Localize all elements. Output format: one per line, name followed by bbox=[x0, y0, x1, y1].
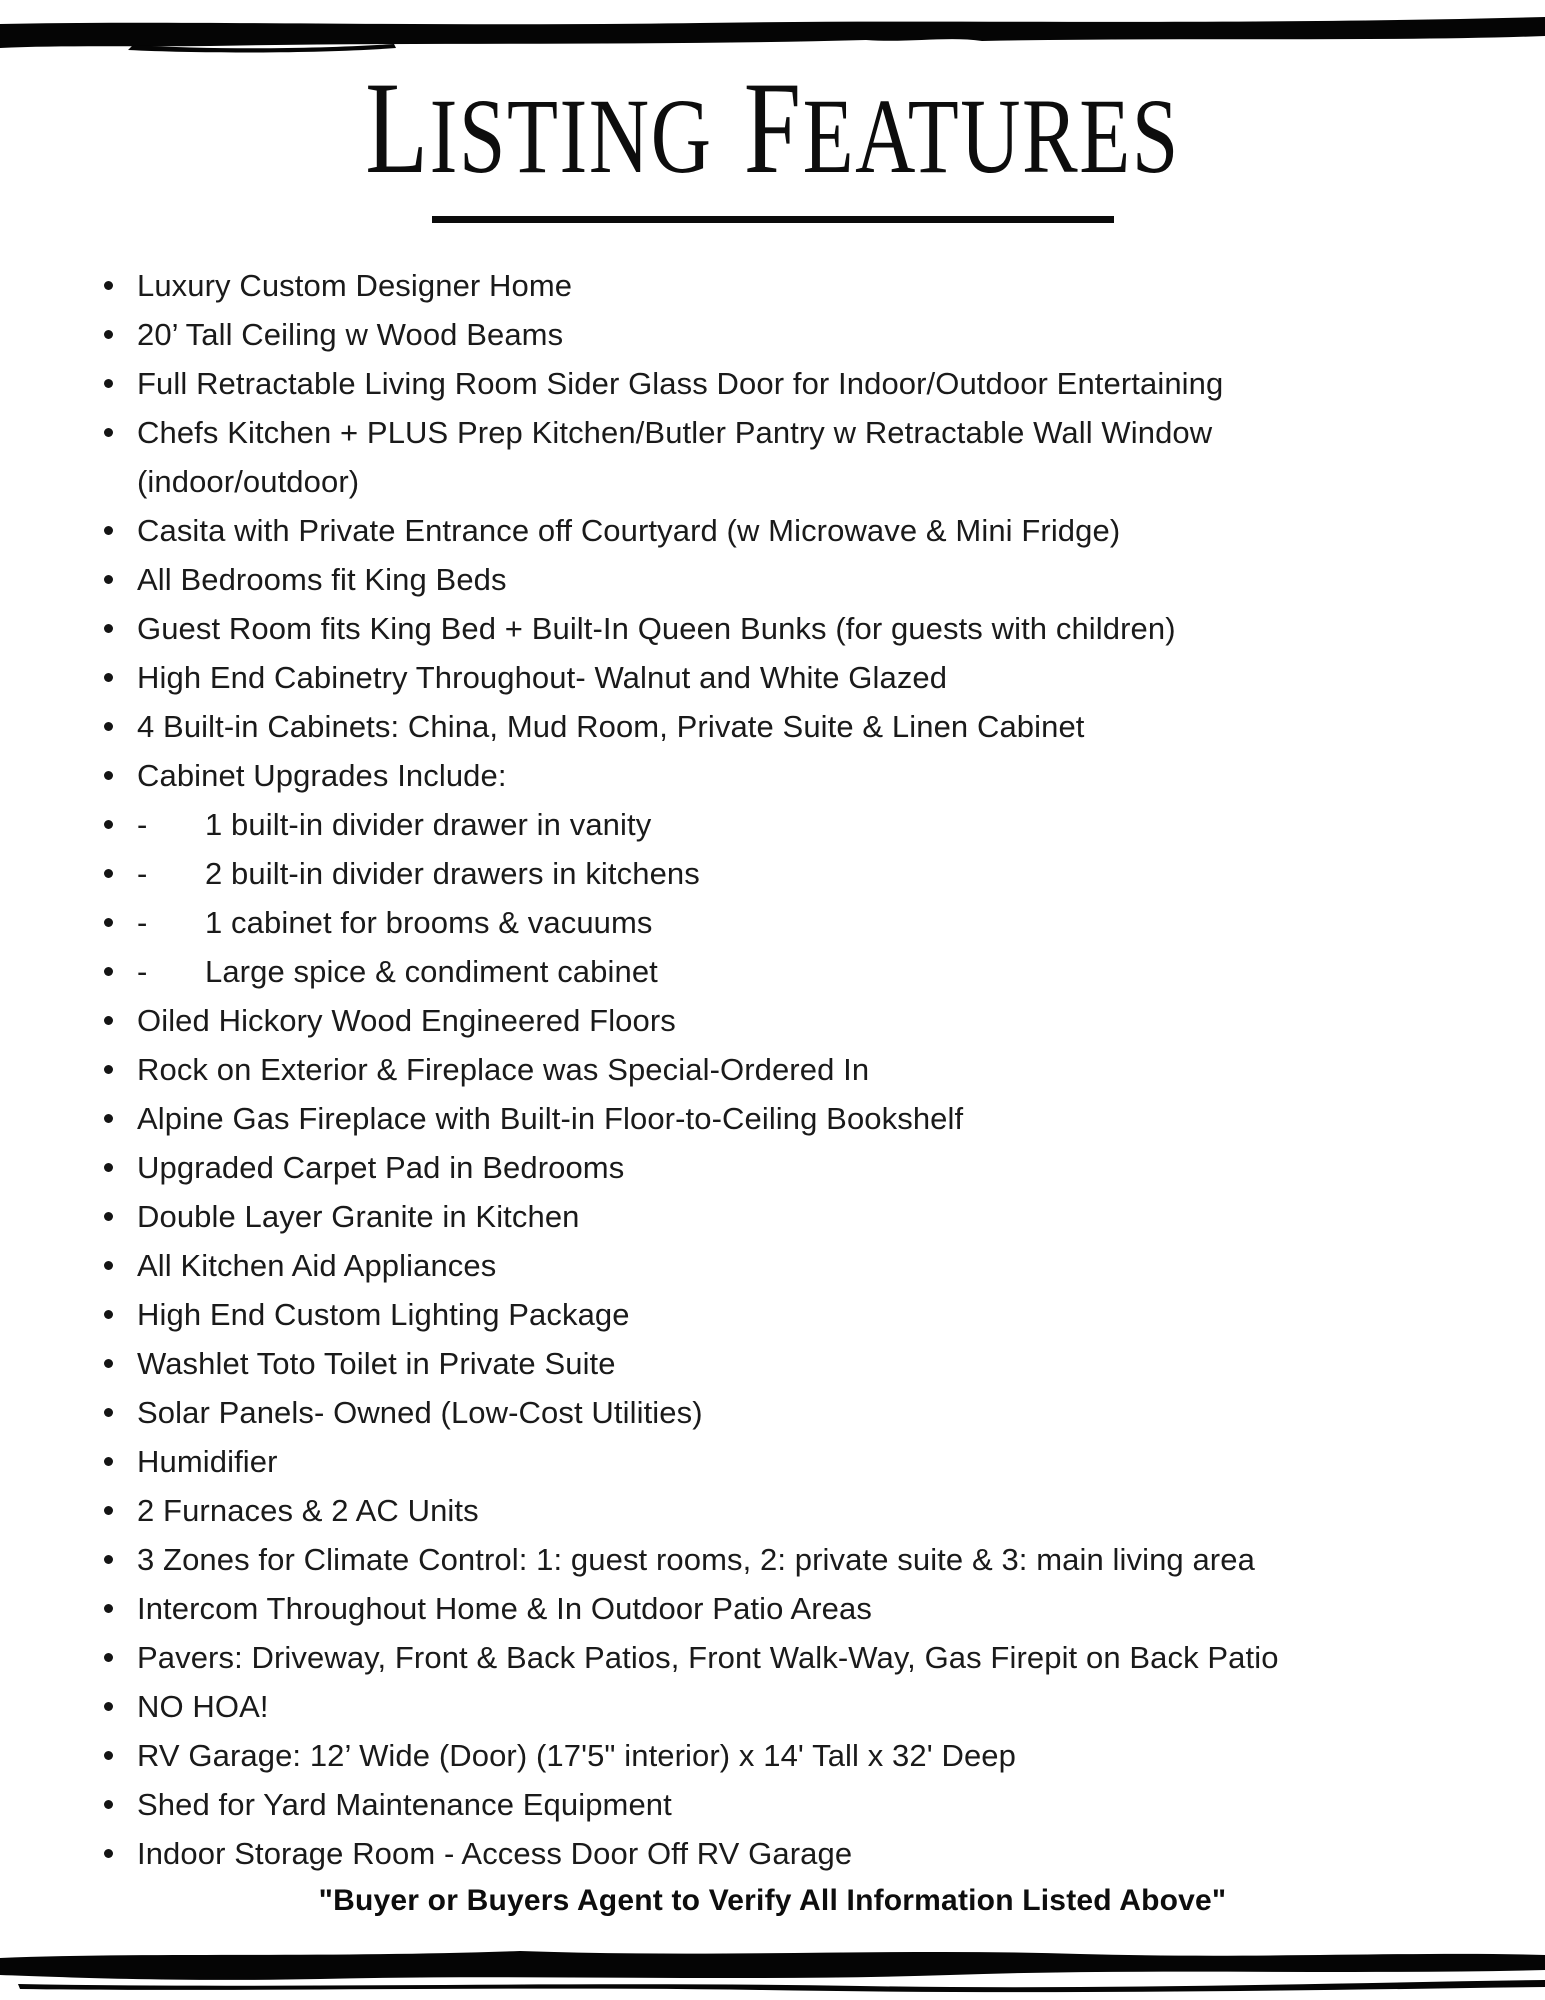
top-border-brush-stroke bbox=[0, 0, 1545, 60]
feature-text: Indoor Storage Room - Access Door Off RV Garage bbox=[137, 1836, 853, 1871]
feature-item bbox=[137, 1780, 1395, 1829]
features-list bbox=[0, 261, 1545, 1878]
feature-text: All Bedrooms fit King Beds bbox=[137, 562, 507, 597]
feature-item bbox=[137, 1437, 1395, 1486]
feature-item bbox=[137, 1584, 1395, 1633]
feature-text: High End Custom Lighting Package bbox=[137, 1297, 630, 1332]
feature-item bbox=[137, 359, 1395, 408]
feature-item bbox=[137, 996, 1395, 1045]
bottom-border-brush-stroke bbox=[0, 1942, 1545, 2000]
feature-text: Oiled Hickory Wood Engineered Floors bbox=[137, 1003, 676, 1038]
feature-item bbox=[137, 751, 1395, 800]
feature-item bbox=[137, 1829, 1395, 1878]
feature-subitem bbox=[137, 947, 1395, 996]
feature-subitem bbox=[137, 898, 1395, 947]
feature-item bbox=[137, 1290, 1395, 1339]
feature-item bbox=[137, 1241, 1395, 1290]
feature-text: 1 cabinet for brooms & vacuums bbox=[205, 905, 653, 940]
feature-item bbox=[137, 1143, 1395, 1192]
dash-prefix: - bbox=[137, 807, 148, 842]
title-word: FEATURES bbox=[743, 54, 1180, 201]
feature-text: Double Layer Granite in Kitchen bbox=[137, 1199, 580, 1234]
feature-text: Pavers: Driveway, Front & Back Patios, Front Walk-Way, Gas Firepit on Back Patio bbox=[137, 1640, 1279, 1675]
feature-text: Alpine Gas Fireplace with Built-in Floor-to-Ceiling Bookshelf bbox=[137, 1101, 964, 1136]
feature-text: NO HOA! bbox=[137, 1689, 269, 1724]
feature-item bbox=[137, 1486, 1395, 1535]
feature-text: 3 Zones for Climate Control: 1: guest rooms, 2: private suite & 3: main living area bbox=[137, 1542, 1255, 1577]
dash-prefix: - bbox=[137, 856, 148, 891]
feature-text: 2 built-in divider drawers in kitchens bbox=[205, 856, 700, 891]
title-underline bbox=[432, 216, 1114, 223]
feature-item bbox=[137, 1731, 1395, 1780]
title-word: LISTING bbox=[365, 54, 713, 201]
feature-text: Rock on Exterior & Fireplace was Special-Ordered In bbox=[137, 1052, 870, 1087]
page-title bbox=[170, 54, 1375, 201]
feature-item bbox=[137, 1682, 1395, 1731]
feature-text: Cabinet Upgrades Include: bbox=[137, 758, 507, 793]
feature-item bbox=[137, 1535, 1395, 1584]
feature-item bbox=[137, 604, 1395, 653]
feature-item bbox=[137, 1388, 1395, 1437]
feature-item bbox=[137, 506, 1395, 555]
feature-subitem bbox=[137, 849, 1395, 898]
feature-item bbox=[137, 653, 1395, 702]
feature-text: Luxury Custom Designer Home bbox=[137, 268, 573, 303]
feature-text: Large spice & condiment cabinet bbox=[205, 954, 658, 989]
feature-text: 1 built-in divider drawer in vanity bbox=[205, 807, 652, 842]
feature-item bbox=[137, 555, 1395, 604]
feature-item bbox=[137, 261, 1395, 310]
dash-prefix: - bbox=[137, 905, 148, 940]
feature-text: Intercom Throughout Home & In Outdoor Patio Areas bbox=[137, 1591, 872, 1626]
feature-item bbox=[137, 1045, 1395, 1094]
dash-prefix: - bbox=[137, 954, 148, 989]
feature-text: Solar Panels- Owned (Low-Cost Utilities) bbox=[137, 1395, 703, 1430]
feature-text: Humidifier bbox=[137, 1444, 278, 1479]
feature-subitem bbox=[137, 800, 1395, 849]
feature-text: 4 Built-in Cabinets: China, Mud Room, Private Suite & Linen Cabinet bbox=[137, 709, 1085, 744]
feature-text: All Kitchen Aid Appliances bbox=[137, 1248, 497, 1283]
feature-text: Full Retractable Living Room Sider Glass Door for Indoor/Outdoor Entertaining bbox=[137, 366, 1224, 401]
feature-text: RV Garage: 12’ Wide (Door) (17'5" interior) x 14' Tall x 32' Deep bbox=[137, 1738, 1016, 1773]
feature-text: 2 Furnaces & 2 AC Units bbox=[137, 1493, 479, 1528]
feature-text: 20’ Tall Ceiling w Wood Beams bbox=[137, 317, 564, 352]
feature-item bbox=[137, 408, 1395, 506]
feature-item bbox=[137, 1633, 1395, 1682]
feature-text: Washlet Toto Toilet in Private Suite bbox=[137, 1346, 616, 1381]
feature-text: Shed for Yard Maintenance Equipment bbox=[137, 1787, 672, 1822]
feature-text: Casita with Private Entrance off Courtyard (w Microwave & Mini Fridge) bbox=[137, 513, 1121, 548]
feature-item bbox=[137, 1339, 1395, 1388]
feature-text: Chefs Kitchen + PLUS Prep Kitchen/Butler Pantry w Retractable Wall Window (indoor/outdoor) bbox=[137, 415, 1213, 499]
feature-item bbox=[137, 1192, 1395, 1241]
feature-item bbox=[137, 1094, 1395, 1143]
feature-item bbox=[137, 702, 1395, 751]
feature-text: Upgraded Carpet Pad in Bedrooms bbox=[137, 1150, 625, 1185]
disclaimer-text: "Buyer or Buyers Agent to Verify All Information Listed Above" bbox=[318, 1884, 1227, 1917]
feature-item bbox=[137, 310, 1395, 359]
feature-text: Guest Room fits King Bed + Built-In Queen Bunks (for guests with children) bbox=[137, 611, 1176, 646]
feature-text: High End Cabinetry Throughout- Walnut and White Glazed bbox=[137, 660, 948, 695]
